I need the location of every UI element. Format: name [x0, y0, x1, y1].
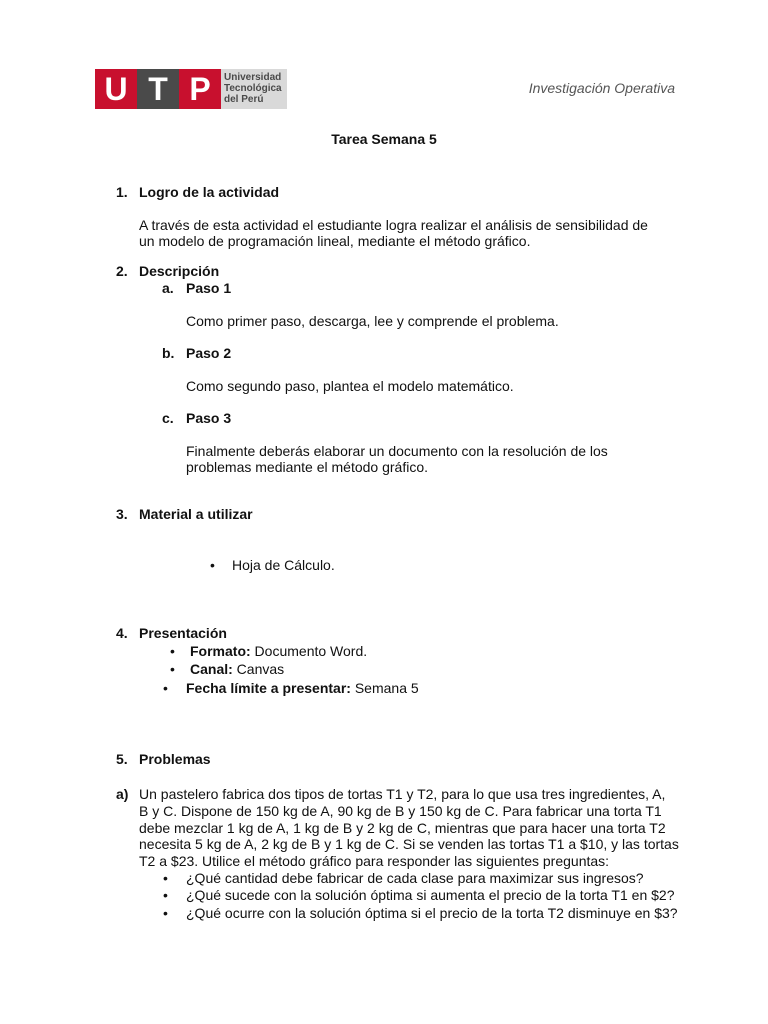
step-a-label: Paso 1	[186, 280, 232, 296]
logo-letter-p: P	[179, 69, 221, 109]
bullet-icon: •	[163, 905, 168, 921]
problem-text-line: debe mezclar 1 kg de A, 1 kg de B y 2 kg de C, mientras que para hacer una torta T2	[139, 820, 666, 836]
material-item: Hoja de Cálculo.	[232, 557, 335, 573]
bullet-icon: •	[170, 661, 175, 677]
section-5-number: 5.	[116, 751, 128, 767]
question-item: ¿Qué sucede con la solución óptima si aumenta el precio de la torta T1 en $2?	[186, 887, 675, 903]
logo-university-name: Universidad Tecnológica del Perú	[221, 69, 287, 109]
question-item: ¿Qué ocurre con la solución óptima si el precio de la torta T2 disminuye en $3?	[186, 905, 678, 921]
page-title: Tarea Semana 5	[331, 131, 437, 147]
section-2-number: 2.	[116, 263, 128, 279]
problem-text-line: T2 a $23. Utilice el método gráfico para responder las siguientes preguntas:	[139, 853, 610, 869]
step-c-text-line: Finalmente deberás elaborar un documento con la resolución de los	[186, 443, 608, 459]
section-4-heading: Presentación	[139, 625, 227, 641]
course-name: Investigación Operativa	[528, 80, 675, 96]
presentation-item-format: Formato: Documento Word.	[190, 643, 368, 659]
step-a-text: Como primer paso, descarga, lee y comprende el problema.	[186, 313, 559, 329]
problem-text-line: B y C. Dispone de 150 kg de A, 90 kg de B y 150 kg de C. Para fabricar una torta T1	[139, 803, 662, 819]
step-a-letter: a.	[162, 280, 174, 296]
problem-text-line: Un pastelero fabrica dos tipos de tortas T1 y T2, para lo que usa tres ingredientes, A,	[139, 786, 666, 802]
section-1-number: 1.	[116, 184, 128, 200]
bullet-icon: •	[163, 680, 168, 696]
step-b-label: Paso 2	[186, 345, 232, 361]
presentation-item-channel: Canal: Canvas	[190, 661, 285, 677]
step-c-label: Paso 3	[186, 410, 232, 426]
utp-logo	[95, 69, 287, 109]
problem-text-line: necesita 5 kg de A, 2 kg de B y 1 kg de C. Si se venden las tortas T1 a $10, y las tortas	[139, 836, 679, 852]
step-c-letter: c.	[162, 410, 174, 426]
section-4-number: 4.	[116, 625, 128, 641]
presentation-item-deadline: Fecha límite a presentar: Semana 5	[186, 680, 419, 696]
step-b-text: Como segundo paso, plantea el modelo matemático.	[186, 378, 514, 394]
section-3-heading: Material a utilizar	[139, 506, 253, 522]
step-b-letter: b.	[162, 345, 175, 361]
section-1-text-line: A través de esta actividad el estudiante logra realizar el análisis de sensibilidad de	[139, 217, 648, 233]
bullet-icon: •	[210, 557, 215, 573]
step-c-text-line: problemas mediante el método gráfico.	[186, 459, 429, 475]
logo-letter-t: T	[137, 69, 179, 109]
section-5-heading: Problemas	[139, 751, 211, 767]
question-item: ¿Qué cantidad debe fabricar de cada clase para maximizar sus ingresos?	[186, 870, 644, 886]
bullet-icon: •	[163, 870, 168, 886]
bullet-icon: •	[163, 887, 168, 903]
section-2-heading: Descripción	[139, 263, 220, 279]
logo-letter-u: U	[95, 69, 137, 109]
problem-letter: a)	[116, 786, 129, 802]
bullet-icon: •	[170, 643, 175, 659]
section-1-text-line: un modelo de programación lineal, mediante el método gráfico.	[139, 233, 531, 249]
section-1-heading: Logro de la actividad	[139, 184, 280, 200]
section-3-number: 3.	[116, 506, 128, 522]
